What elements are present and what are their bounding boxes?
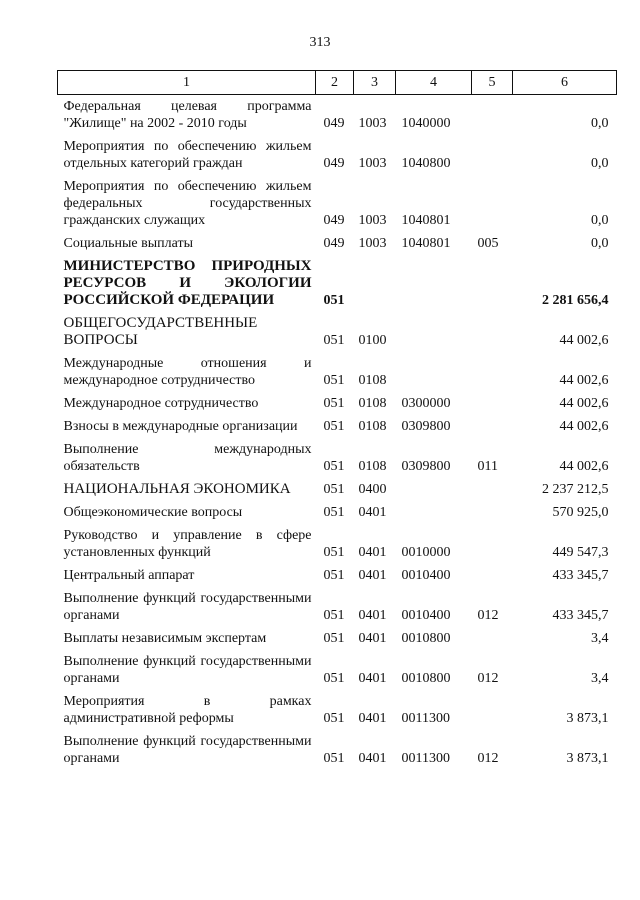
row-code-section: 0401 bbox=[358, 751, 387, 766]
row-name: МИНИСТЕРСТВО ПРИРОДНЫХ РЕСУРСОВ И ЭКОЛОГИИ РОССИЙСКОЙ ФЕДЕРАЦИИ bbox=[63, 258, 312, 308]
row-code-target: 1040000 bbox=[401, 116, 451, 131]
row-code-expense bbox=[472, 132, 513, 172]
table-row bbox=[58, 435, 617, 475]
row-code-target: 1040801 bbox=[401, 236, 451, 251]
row-code-target: 1040801 bbox=[401, 213, 451, 228]
row-name: Выплаты независимым экспертам bbox=[63, 631, 267, 646]
row-name: Международные отношения и международное сотрудничество bbox=[63, 356, 312, 388]
row-name: Руководство и управление в сфере установленных функций bbox=[63, 528, 312, 560]
table-row bbox=[58, 475, 617, 498]
row-code-target: 0010800 bbox=[401, 631, 451, 646]
row-amount: 433 345,7 bbox=[552, 568, 609, 583]
column-header: 6 bbox=[513, 71, 617, 95]
row-code-expense bbox=[472, 521, 513, 561]
row-name: Выполнение международных обязательств bbox=[63, 442, 312, 474]
row-amount: 449 547,3 bbox=[552, 545, 609, 560]
row-code-expense: 011 bbox=[477, 459, 498, 474]
row-code-target: 0010400 bbox=[401, 568, 451, 583]
column-header: 2 bbox=[316, 71, 354, 95]
row-code-target bbox=[396, 309, 472, 349]
table-row bbox=[58, 647, 617, 687]
row-code-section: 0108 bbox=[358, 459, 387, 474]
row-name: Центральный аппарат bbox=[63, 568, 195, 583]
row-code-section: 0100 bbox=[358, 333, 387, 348]
table-row bbox=[58, 561, 617, 584]
row-code-expense: 012 bbox=[477, 671, 499, 686]
table-row bbox=[58, 309, 617, 349]
row-code-section: 0108 bbox=[358, 419, 387, 434]
row-code-target: 0010000 bbox=[401, 545, 451, 560]
row-amount: 3 873,1 bbox=[566, 751, 609, 766]
row-code-ministry: 051 bbox=[323, 608, 345, 623]
table-row bbox=[58, 521, 617, 561]
row-amount: 570 925,0 bbox=[552, 505, 609, 520]
table-row bbox=[58, 584, 617, 624]
header-row bbox=[58, 71, 617, 95]
row-amount: 44 002,6 bbox=[559, 396, 609, 411]
row-code-section: 1003 bbox=[358, 236, 387, 251]
row-code-section: 0401 bbox=[358, 608, 387, 623]
row-code-expense bbox=[472, 389, 513, 412]
table-row bbox=[58, 172, 617, 229]
row-code-expense bbox=[472, 412, 513, 435]
row-name: Мероприятия по обеспечению жильем федеральных государственных гражданских служащих bbox=[63, 179, 312, 228]
row-amount: 44 002,6 bbox=[559, 333, 609, 348]
row-name: Мероприятия по обеспечению жильем отдельных категорий граждан bbox=[63, 139, 312, 171]
row-name: Взносы в международные организации bbox=[63, 419, 298, 434]
row-amount: 44 002,6 bbox=[559, 459, 609, 474]
row-name: Международное сотрудничество bbox=[63, 396, 259, 411]
row-code-section: 0401 bbox=[358, 711, 387, 726]
row-code-ministry: 051 bbox=[323, 333, 345, 348]
row-code-section: 0401 bbox=[358, 631, 387, 646]
row-code-section: 0401 bbox=[358, 545, 387, 560]
row-code-target: 0010800 bbox=[401, 671, 451, 686]
row-code-ministry: 051 bbox=[323, 293, 345, 308]
row-code-section: 0108 bbox=[358, 396, 387, 411]
row-code-expense: 012 bbox=[477, 608, 499, 623]
row-amount: 3,4 bbox=[591, 631, 609, 646]
row-name: Федеральная целевая программа "Жилище" на 2002 - 2010 годы bbox=[63, 99, 312, 131]
row-code-expense bbox=[472, 252, 513, 309]
row-amount: 3,4 bbox=[591, 671, 609, 686]
row-code-ministry: 051 bbox=[323, 711, 345, 726]
row-name: Выполнение функций государственными органами bbox=[63, 591, 312, 623]
row-code-ministry: 051 bbox=[323, 396, 345, 411]
row-code-target: 0011300 bbox=[401, 711, 450, 726]
row-code-expense bbox=[472, 95, 513, 133]
row-code-expense bbox=[472, 498, 513, 521]
row-name: Общеэкономические вопросы bbox=[63, 505, 243, 520]
row-code-target: 0011300 bbox=[401, 751, 450, 766]
row-amount: 44 002,6 bbox=[559, 373, 609, 388]
row-code-target bbox=[396, 252, 472, 309]
row-code-ministry: 051 bbox=[323, 751, 345, 766]
row-amount: 0,0 bbox=[591, 236, 609, 251]
row-code-ministry: 051 bbox=[323, 419, 345, 434]
row-code-target: 0010400 bbox=[401, 608, 451, 623]
row-name: Социальные выплаты bbox=[63, 236, 194, 251]
row-code-section: 0401 bbox=[358, 568, 387, 583]
table-row bbox=[58, 132, 617, 172]
row-code-expense: 005 bbox=[477, 236, 499, 251]
row-name: ОБЩЕГОСУДАРСТВЕННЫЕ ВОПРОСЫ bbox=[63, 315, 258, 348]
row-amount: 2 281 656,4 bbox=[542, 293, 609, 308]
row-amount: 0,0 bbox=[591, 116, 609, 131]
row-code-expense bbox=[472, 687, 513, 727]
row-amount: 44 002,6 bbox=[559, 419, 609, 434]
row-code-expense bbox=[472, 309, 513, 349]
row-code-target bbox=[396, 498, 472, 521]
row-code-section bbox=[354, 252, 396, 309]
row-code-ministry: 049 bbox=[323, 116, 345, 131]
row-code-target: 1040800 bbox=[401, 156, 451, 171]
table-row bbox=[58, 252, 617, 309]
row-code-ministry: 051 bbox=[323, 631, 345, 646]
row-amount: 0,0 bbox=[591, 213, 609, 228]
budget-table bbox=[57, 70, 617, 767]
row-name: Выполнение функций государственными органами bbox=[63, 654, 312, 686]
row-code-expense bbox=[472, 624, 513, 647]
table-row bbox=[58, 389, 617, 412]
row-code-target bbox=[396, 349, 472, 389]
row-code-target: 0309800 bbox=[401, 459, 451, 474]
table-row bbox=[58, 229, 617, 252]
table-row bbox=[58, 687, 617, 727]
row-name: Мероприятия в рамках административной реформы bbox=[63, 694, 312, 726]
row-name: Выполнение функций государственными органами bbox=[63, 734, 312, 766]
row-code-target: 0309800 bbox=[401, 419, 451, 434]
row-code-section: 0401 bbox=[358, 671, 387, 686]
row-code-ministry: 051 bbox=[323, 671, 345, 686]
row-code-expense: 012 bbox=[477, 751, 499, 766]
page-number: 313 bbox=[309, 35, 331, 50]
row-code-section: 0108 bbox=[358, 373, 387, 388]
table-row bbox=[58, 624, 617, 647]
row-code-ministry: 051 bbox=[323, 568, 345, 583]
row-code-expense bbox=[472, 349, 513, 389]
row-code-ministry: 051 bbox=[323, 459, 345, 474]
row-code-ministry: 051 bbox=[323, 505, 345, 520]
row-code-ministry: 049 bbox=[323, 236, 345, 251]
row-code-target: 0300000 bbox=[401, 396, 451, 411]
row-code-section: 0400 bbox=[358, 482, 387, 497]
table-row bbox=[58, 95, 617, 133]
row-code-ministry: 049 bbox=[323, 156, 345, 171]
row-amount: 433 345,7 bbox=[552, 608, 609, 623]
table-row bbox=[58, 412, 617, 435]
row-amount: 2 237 212,5 bbox=[542, 482, 609, 497]
row-code-section: 1003 bbox=[358, 213, 387, 228]
table-row bbox=[58, 498, 617, 521]
column-header: 5 bbox=[472, 71, 513, 95]
row-name: НАЦИОНАЛЬНАЯ ЭКОНОМИКА bbox=[63, 481, 291, 497]
column-header: 4 bbox=[396, 71, 472, 95]
row-code-section: 0401 bbox=[358, 505, 387, 520]
row-code-section: 1003 bbox=[358, 116, 387, 131]
column-header: 1 bbox=[58, 71, 316, 95]
column-header: 3 bbox=[354, 71, 396, 95]
table-body bbox=[58, 95, 617, 768]
table-row bbox=[58, 727, 617, 767]
row-amount: 0,0 bbox=[591, 156, 609, 171]
row-code-section: 1003 bbox=[358, 156, 387, 171]
row-code-ministry: 051 bbox=[323, 545, 345, 560]
row-code-expense bbox=[472, 561, 513, 584]
row-code-ministry: 051 bbox=[323, 373, 345, 388]
row-code-ministry: 049 bbox=[323, 213, 345, 228]
row-code-target bbox=[396, 475, 472, 498]
row-code-expense bbox=[472, 172, 513, 229]
row-code-expense bbox=[472, 475, 513, 498]
table-row bbox=[58, 349, 617, 389]
row-amount: 3 873,1 bbox=[566, 711, 609, 726]
row-code-ministry: 051 bbox=[323, 482, 345, 497]
